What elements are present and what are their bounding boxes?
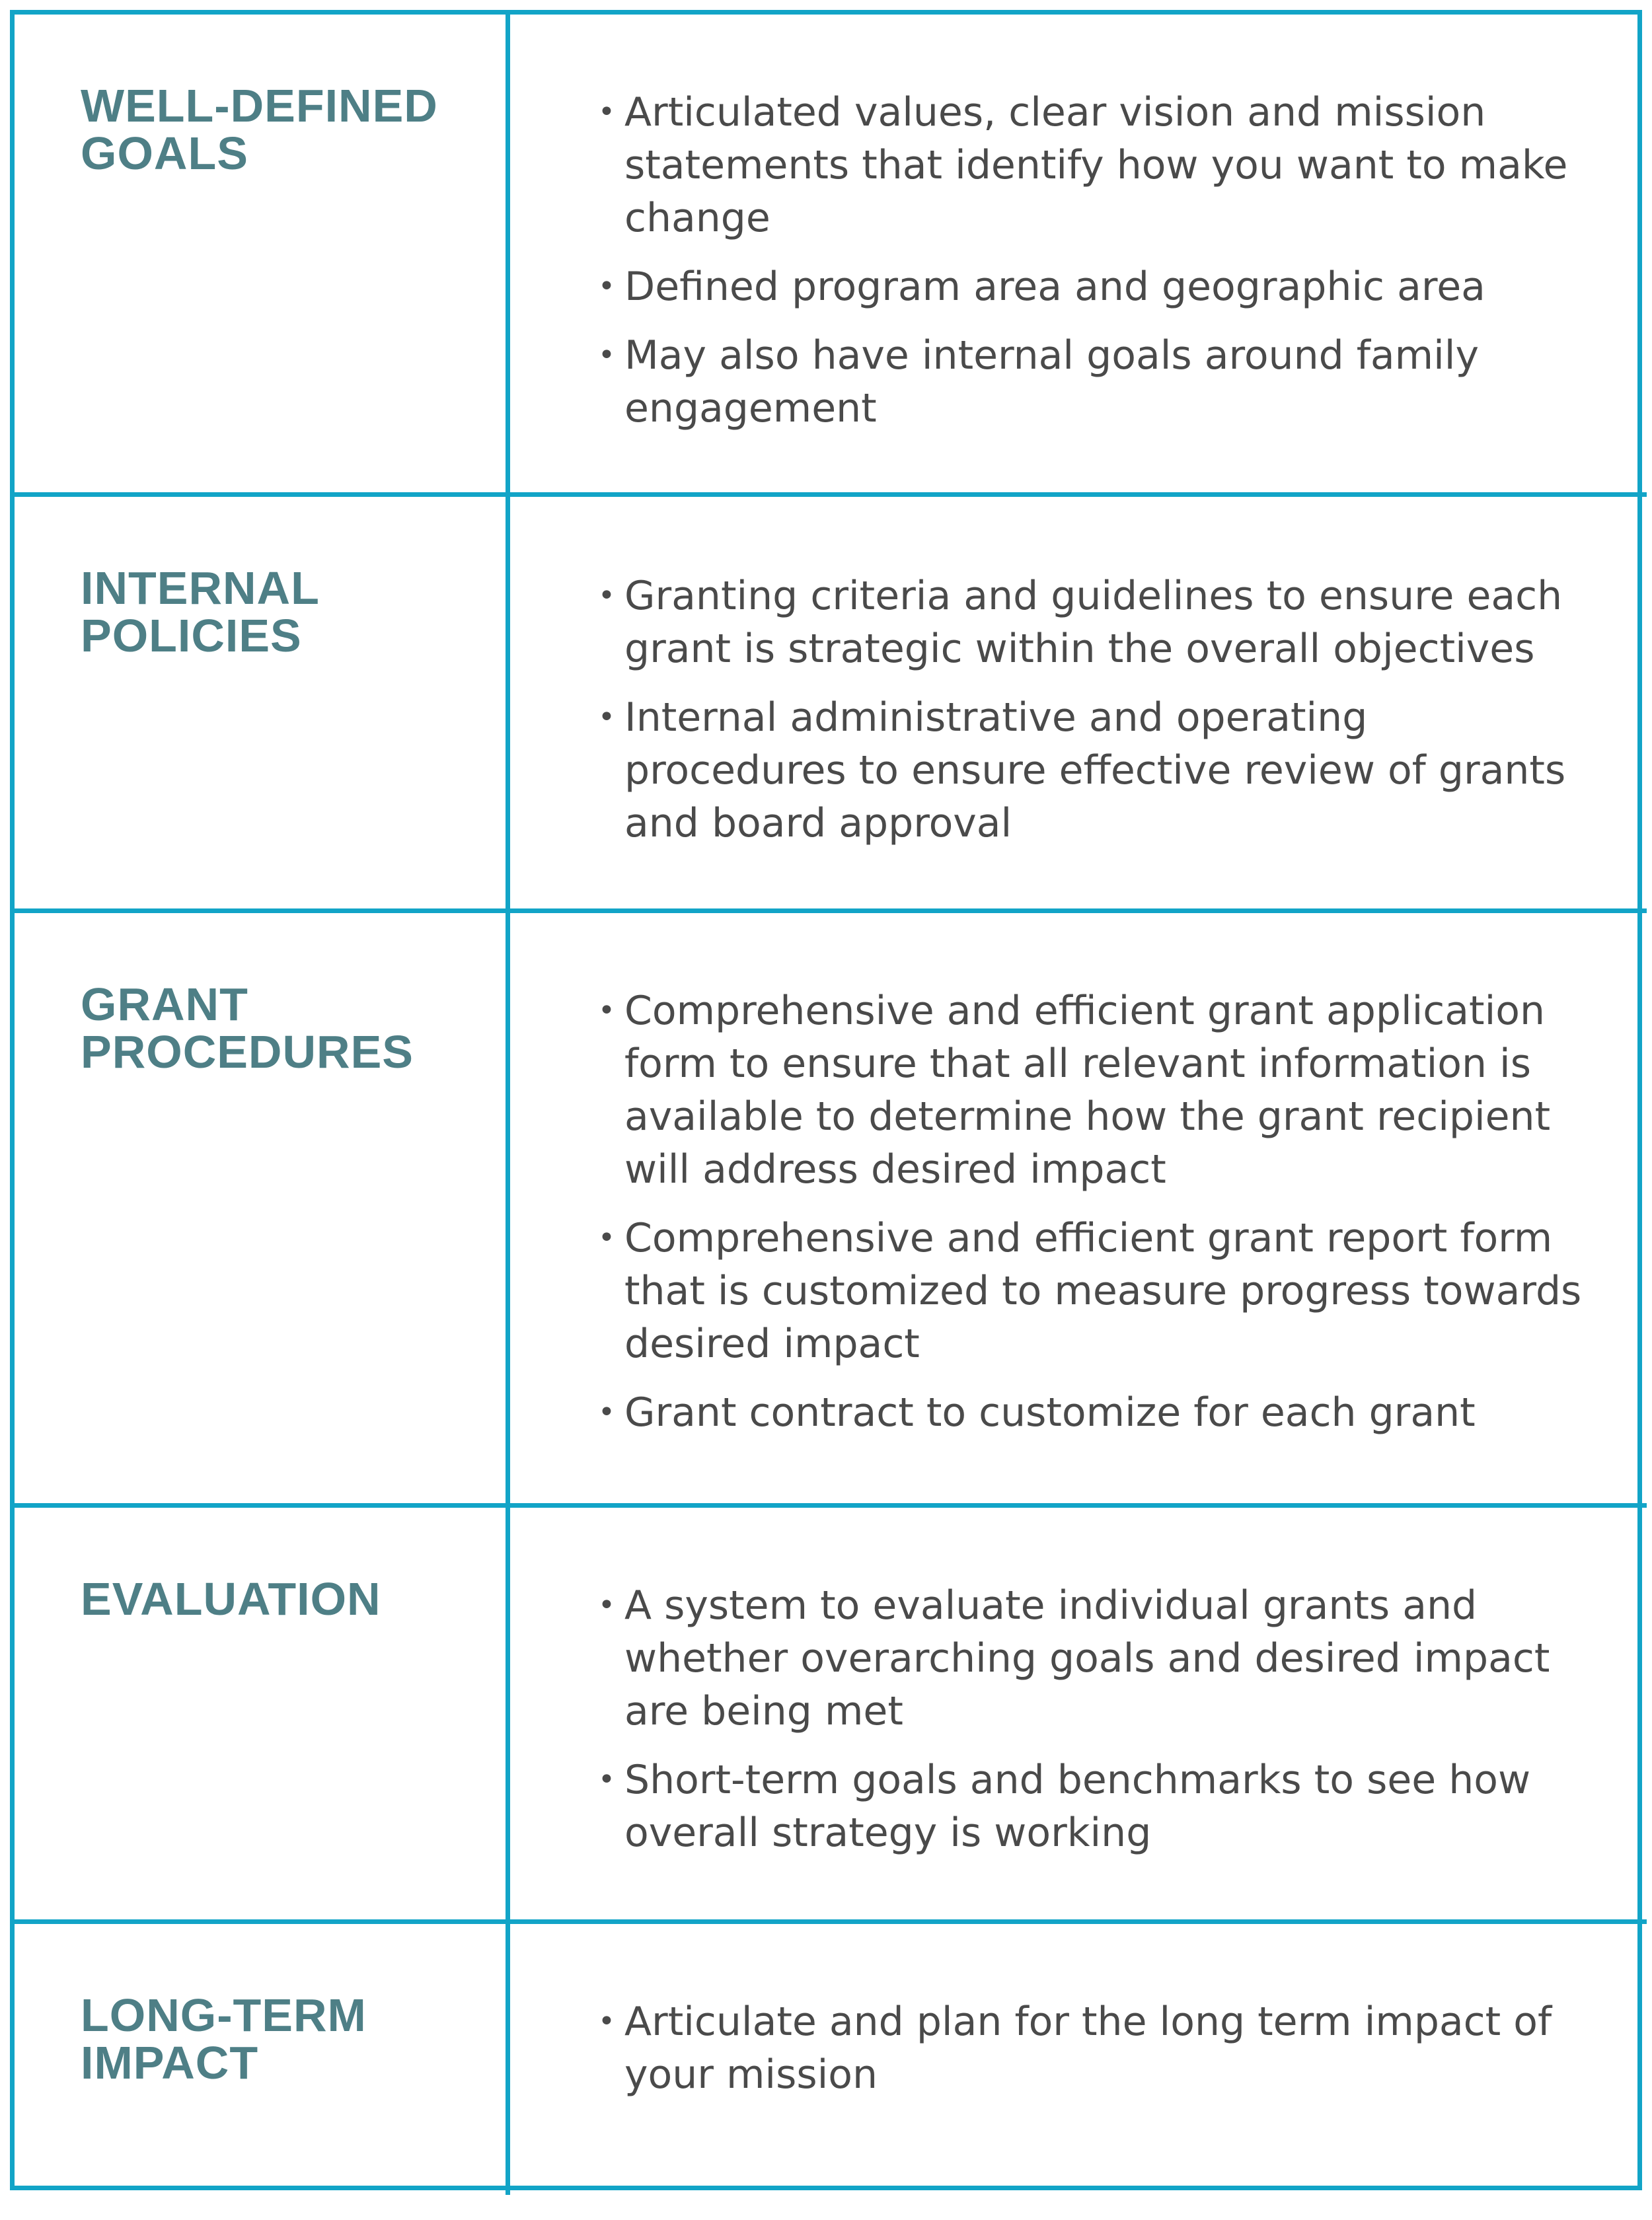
framework-table [10,10,1642,2190]
list-item [598,984,1600,1196]
section-heading-grant-procedures: GRANT PROCEDURES [81,979,414,1078]
bullet-icon: • [598,1395,615,1429]
section-heading-well-defined-goals: WELL-DEFINED GOALS [81,80,438,179]
bullet-icon: • [598,270,615,303]
bullet-list [598,570,1600,866]
bullet-list [598,984,1600,1455]
section-heading-evaluation: EVALUATION [81,1573,381,1625]
bullet-text: Grant contract to customize for each grant [624,1389,1476,1436]
row-heading-cell [15,913,510,1508]
row-content-cell [510,15,1647,497]
bullet-text: A system to evaluate individual grants and whether overarching goals and desired impact are being met [624,1582,1550,1734]
bullet-text: Articulated values, clear vision and mission statements that identify how you want to make change [624,89,1568,241]
list-item [598,260,1600,313]
row-heading-cell [15,1508,510,1924]
bullet-list [598,1579,1600,1875]
bullet-icon: • [598,1588,615,1622]
list-item [598,1212,1600,1370]
list-item [598,1386,1600,1439]
bullet-text: Comprehensive and efficient grant report form that is customized to measure progress towards desired impact [624,1215,1582,1367]
bullet-icon: • [598,700,615,734]
bullet-icon: • [598,1221,615,1255]
list-item [598,329,1600,435]
bullet-list [598,86,1600,451]
row-content-cell [510,913,1647,1508]
list-item [598,1579,1600,1738]
bullet-icon: • [598,338,615,372]
row-content-cell [510,1924,1647,2195]
list-item [598,86,1600,244]
bullet-icon: • [598,2005,615,2038]
bullet-text: Comprehensive and efficient grant application form to ensure that all relevant information is available to determine how the grant recipient will address desired impact [624,988,1551,1193]
bullet-text: May also have internal goals around family engagement [624,332,1479,431]
row-content-cell [510,497,1647,913]
bullet-text: Granting criteria and guidelines to ensure each grant is strategic within the overall objectives [624,573,1563,672]
list-item [598,1995,1600,2101]
section-heading-internal-policies: INTERNAL POLICIES [81,562,320,661]
bullet-icon: • [598,1763,615,1796]
bullet-text: Defined program area and geographic area [624,264,1485,310]
bullet-icon: • [598,579,615,612]
bullet-text: Articulate and plan for the long term impact of your mission [624,1999,1552,2098]
list-item [598,570,1600,675]
row-heading-cell [15,15,510,497]
row-heading-cell [15,497,510,913]
bullet-icon: • [598,95,615,129]
section-heading-long-term-impact: LONG-TERM IMPACT [81,1989,367,2089]
bullet-text: Internal administrative and operating procedures to ensure effective review of grants and board approval [624,694,1566,846]
list-item [598,691,1600,850]
row-heading-cell [15,1924,510,2195]
row-content-cell [510,1508,1647,1924]
list-item [598,1754,1600,1859]
bullet-text: Short-term goals and benchmarks to see how overall strategy is working [624,1757,1531,1856]
bullet-list [598,1995,1600,2117]
bullet-icon: • [598,994,615,1027]
